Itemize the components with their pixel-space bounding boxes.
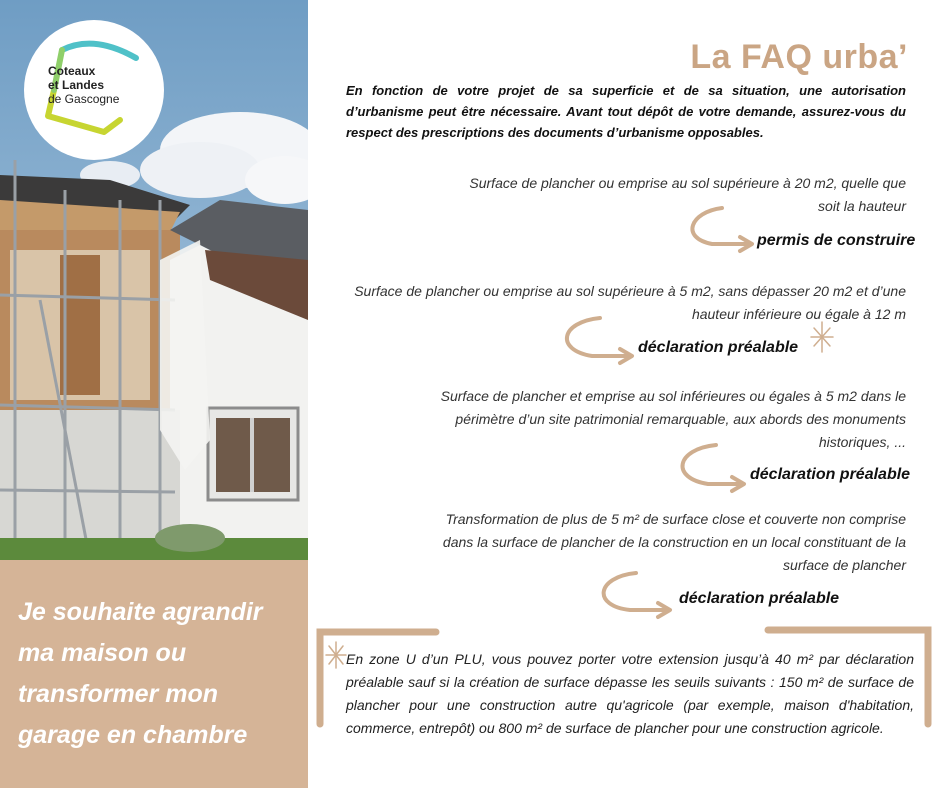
- arrow-head-icon-3: [732, 477, 744, 491]
- arrow-head-icon-1: [740, 237, 752, 251]
- left-panel: [0, 0, 308, 788]
- arrow-head-icon-2: [620, 349, 632, 363]
- case-result-4: déclaration préalable: [679, 590, 840, 607]
- case-condition-4: Transformation de plus de 5 m² de surface close et couverte non comprise dans la surface de plancher de la construction en un local constituant de la surface de plancher: [442, 511, 906, 573]
- logo-line-3: de Gascogne: [48, 92, 120, 106]
- logo: [24, 20, 164, 160]
- case-condition-2: Surface de plancher ou emprise au sol supérieure à 5 m2, sans dépasser 20 m2 et d’une hauteur inférieure ou égale à 12 m: [354, 283, 906, 322]
- sparkle-icon-1: [811, 322, 833, 352]
- page-title: La FAQ urba’: [690, 38, 908, 76]
- sparkle-icon-2: [326, 642, 346, 668]
- logo-line-2: et Landes: [48, 78, 105, 92]
- case-result-2: déclaration préalable: [638, 339, 799, 356]
- arrow-icon-4: [604, 573, 668, 610]
- intro-text: En fonction de votre projet de sa superficie et de sa situation, une autorisation d’urbanisme peut être nécessaire. Avant tout dépôt de votre demande, assurez-vous du respect des prescriptions des documents d’urbanisme opposables.: [346, 83, 906, 140]
- logo-text: [48, 64, 158, 106]
- case-result-1: permis de construire: [757, 232, 916, 249]
- note-text: En zone U d’un PLU, vous pouvez porter votre extension jusqu’à 40 m² par déclaration préalable sauf si la création de surface dépasse les seuils suivants : 150 m² de surface de plancher pour une construction autre qu'agricole (par exemple, maison d'habitation, commerce, entrepôt) ou 800 m² de surface de plancher pour une construction agricole.: [346, 651, 914, 736]
- case-result-3: déclaration préalable: [750, 466, 911, 483]
- arrow-head-icon-4: [658, 603, 670, 617]
- case-condition-1: Surface de plancher ou emprise au sol supérieure à 20 m2, quelle que soit la hauteur: [469, 175, 906, 214]
- case-condition-3: Surface de plancher et emprise au sol inférieures ou égales à 5 m2 dans le périmètre d’un site patrimonial remarquable, aux abords des monuments historiques, ...: [440, 388, 906, 450]
- logo-line-1: Coteaux: [48, 64, 96, 78]
- tagline: Je souhaite agrandir ma maison ou transformer mon garage en chambre: [18, 598, 263, 749]
